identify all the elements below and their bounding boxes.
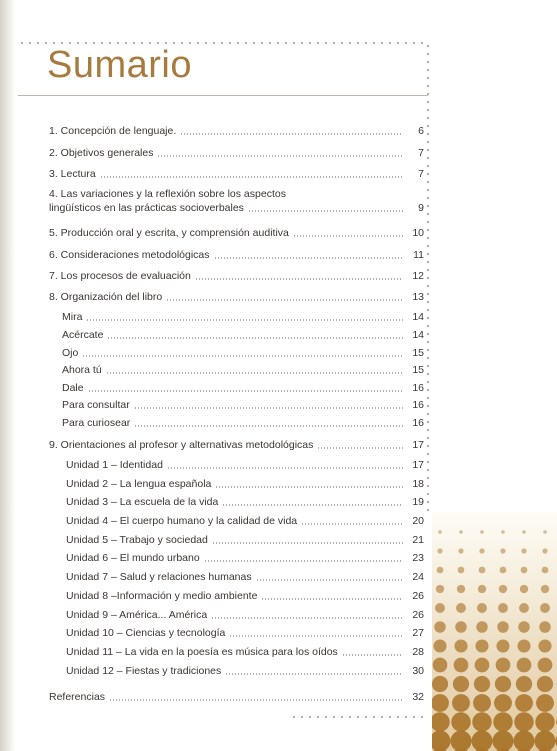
halftone-dot (433, 658, 448, 673)
halftone-dot (534, 730, 555, 751)
halftone-dot (472, 712, 491, 731)
toc-entry-6[interactable] (49, 244, 424, 262)
toc-entry-page: 13 (412, 291, 424, 303)
dot-leader (342, 654, 403, 656)
toc-unit-label: Unidad 4 – El cuerpo humano y la calidad de vida (66, 515, 298, 527)
dot-leader (317, 447, 403, 449)
dot-leader (222, 504, 403, 506)
halftone-dot (522, 530, 526, 534)
dot-leader (293, 235, 403, 237)
halftone-dot (432, 712, 450, 731)
title-rule (18, 95, 428, 96)
halftone-dot (513, 730, 534, 751)
toc-subentry[interactable] (62, 394, 424, 412)
halftone-dot (458, 548, 463, 553)
dot-leader (215, 486, 403, 488)
halftone-dot (500, 548, 505, 553)
toc-unit-page: 19 (412, 496, 424, 508)
halftone-dot (517, 639, 530, 652)
dot-leader (157, 155, 403, 157)
toc-entry-label: 3. Lectura (49, 168, 96, 180)
toc-unit-page: 20 (412, 515, 424, 527)
toc-unit-label: Unidad 12 – Fiestas y tradiciones (66, 665, 222, 677)
toc-unit-page: 27 (412, 627, 424, 639)
toc-subentry-page: 14 (412, 329, 424, 341)
halftone-dot (436, 585, 444, 593)
halftone-dot (496, 639, 509, 652)
toc-subentry[interactable] (62, 377, 424, 395)
toc-unit-label: Unidad 11 – La vida en la poesía es música para los oídos (66, 646, 338, 658)
toc-subentry-page: 16 (412, 417, 424, 429)
toc-entry-page: 12 (412, 270, 424, 282)
page-spine-shadow (0, 0, 14, 751)
toc-unit-label: Unidad 9 – América... América (66, 609, 208, 621)
toc-entry-8[interactable] (49, 286, 424, 304)
halftone-dot (479, 548, 484, 553)
dot-leader (212, 542, 403, 544)
dot-leader (229, 635, 403, 637)
dot-leader (167, 467, 403, 469)
halftone-dot (521, 548, 526, 553)
toc-entry-5[interactable] (49, 222, 424, 240)
halftone-dot (456, 603, 466, 613)
toc-unit-label: Unidad 6 – El mundo urbano (66, 552, 200, 564)
toc-subentry[interactable] (62, 359, 424, 377)
halftone-dot (475, 658, 490, 673)
halftone-dot (437, 548, 442, 553)
dot-leader (166, 299, 403, 301)
toc-subentry-page: 14 (412, 311, 424, 323)
dot-leader (88, 390, 403, 392)
halftone-dot (475, 639, 488, 652)
halftone-dot (432, 694, 449, 712)
halftone-dot (477, 603, 487, 613)
toc-entry-2[interactable] (49, 142, 424, 160)
halftone-dot (498, 603, 508, 613)
toc-entry-label: 1. Concepción de lenguaje. (49, 125, 177, 137)
toc-entry-label-line2: lingüísticos en las prácticas socioverbales (49, 202, 244, 214)
halftone-dot (479, 567, 486, 574)
dot-leader (211, 617, 403, 619)
toc-unit-label: Unidad 8 –Información y medio ambiente (66, 590, 258, 602)
toc-subentry[interactable] (62, 412, 424, 430)
toc-subentry-label: Ahora tú (62, 364, 102, 376)
dot-leader (225, 673, 403, 675)
toc-subentry-label: Dale (62, 382, 84, 394)
halftone-dot (476, 621, 488, 633)
halftone-dot (517, 658, 532, 673)
toc-unit-entry[interactable] (66, 529, 424, 547)
halftone-dot (542, 548, 547, 553)
toc-references-page: 32 (412, 691, 424, 703)
toc-unit-page: 17 (412, 459, 424, 471)
dot-leader (214, 257, 403, 259)
halftone-dot (454, 639, 467, 652)
halftone-dot (454, 658, 469, 673)
toc-subentry-page: 15 (412, 347, 424, 359)
halftone-dot (494, 694, 512, 712)
toc-subentry[interactable] (62, 324, 424, 342)
toc-subentry[interactable] (62, 342, 424, 360)
halftone-dot (457, 585, 465, 593)
halftone-dot (459, 530, 463, 534)
halftone-dot (473, 694, 491, 712)
toc-entry-page: 7 (418, 147, 424, 159)
toc-entry-label: 5. Producción oral y escrita, y comprensión auditiva (49, 227, 289, 239)
toc-entry-4[interactable] (49, 183, 424, 215)
halftone-dot (495, 676, 511, 692)
halftone-dot (453, 676, 469, 692)
halftone-dot (455, 621, 467, 633)
halftone-dot (497, 621, 509, 633)
toc-entry-label: 9. Orientaciones al profesor y alternativas metodológicas (49, 439, 314, 451)
toc-subentry-label: Para consultar (62, 399, 130, 411)
halftone-dot (450, 730, 471, 751)
toc-unit-entry[interactable] (66, 454, 424, 472)
halftone-dot (543, 530, 547, 534)
toc-subentry-page: 16 (412, 382, 424, 394)
halftone-dot (480, 530, 484, 534)
halftone-dot (492, 730, 513, 751)
halftone-dot (541, 585, 549, 593)
toc-unit-label: Unidad 1 – Identidad (66, 459, 163, 471)
halftone-dot (516, 676, 532, 692)
toc-entry-page: 9 (418, 202, 424, 214)
halftone-dot (458, 567, 465, 574)
halftone-dot (540, 603, 550, 613)
toc-subentry[interactable] (62, 306, 424, 324)
toc-subentry-label: Para curiosear (62, 417, 131, 429)
halftone-dot (496, 658, 511, 673)
toc-unit-label: Unidad 7 – Salud y relaciones humanas (66, 571, 252, 583)
toc-entry-page: 7 (418, 168, 424, 180)
toc-unit-entry[interactable] (66, 604, 424, 622)
toc-unit-label: Unidad 3 – La escuela de la vida (66, 496, 219, 508)
toc-entry-label: 6. Consideraciones metodológicas (49, 249, 210, 261)
halftone-dot (438, 530, 442, 534)
toc-unit-entry[interactable] (66, 622, 424, 640)
halftone-dot (519, 603, 529, 613)
dot-leader (261, 598, 403, 600)
toc-unit-label: Unidad 2 – La lengua española (66, 478, 212, 490)
halftone-dot (474, 676, 490, 692)
bottom-dotted-border (290, 716, 428, 718)
toc-entry-page: 11 (413, 249, 424, 261)
halftone-dot (493, 712, 512, 731)
toc-unit-entry[interactable] (66, 473, 424, 491)
toc-unit-entry[interactable] (66, 660, 424, 678)
halftone-dot (520, 585, 528, 593)
halftone-dot (515, 694, 533, 712)
toc-unit-page: 23 (412, 552, 424, 564)
right-dotted-border (427, 42, 429, 512)
toc-entry-page: 6 (418, 125, 424, 137)
toc-references[interactable] (49, 686, 424, 704)
toc-subentry-label: Acércate (62, 329, 104, 341)
dot-leader (301, 523, 403, 525)
toc-entry-label: 2. Objetivos generales (49, 147, 154, 159)
halftone-dot (471, 730, 492, 751)
toc-unit-page: 26 (412, 590, 424, 602)
halftone-dot (500, 567, 507, 574)
halftone-dot (538, 658, 553, 673)
toc-unit-entry[interactable] (66, 566, 424, 584)
halftone-dot (538, 639, 551, 652)
halftone-dot (434, 621, 446, 633)
dot-leader (100, 176, 403, 178)
toc-entry-page: 10 (412, 227, 424, 239)
halftone-dot (521, 567, 528, 574)
halftone-dot-decoration (432, 512, 557, 751)
dot-leader (204, 560, 403, 562)
toc-entry-label-line1: 4. Las variaciones y la reflexión sobre los aspectos (49, 188, 286, 200)
dot-leader (256, 579, 403, 581)
dot-leader (195, 278, 403, 280)
toc-references-label: Referencias (49, 691, 106, 703)
toc-unit-page: 28 (412, 646, 424, 658)
toc-entry-3[interactable] (49, 163, 424, 181)
halftone-dot (437, 567, 444, 574)
toc-unit-page: 30 (412, 665, 424, 677)
toc-unit-label: Unidad 10 – Ciencias y tecnología (66, 627, 226, 639)
halftone-dot (501, 530, 505, 534)
toc-subentry-page: 15 (412, 364, 424, 376)
halftone-dot (539, 621, 551, 633)
dot-leader (86, 319, 403, 321)
toc-entry-9[interactable] (49, 434, 424, 452)
toc-unit-entry[interactable] (66, 641, 424, 659)
halftone-dot (478, 585, 486, 593)
dot-leader (248, 210, 403, 212)
dot-leader (134, 425, 403, 427)
halftone-dot (433, 639, 446, 652)
toc-subentry-page: 16 (412, 399, 424, 411)
toc-unit-label: Unidad 5 – Trabajo y sociedad (66, 534, 208, 546)
toc-subentry-label: Ojo (62, 347, 79, 359)
halftone-dot (435, 603, 445, 613)
toc-unit-page: 18 (412, 478, 424, 490)
halftone-dot (518, 621, 530, 633)
halftone-dot (537, 676, 553, 692)
dot-leader (134, 407, 403, 409)
toc-unit-page: 21 (412, 534, 424, 546)
toc-entry-label: 7. Los procesos de evaluación (49, 270, 191, 282)
dot-leader (180, 133, 403, 135)
toc-entry-label: 8. Organización del libro (49, 291, 163, 303)
page-title: Sumario (47, 44, 192, 86)
halftone-dot (542, 567, 549, 574)
toc-unit-entry[interactable] (66, 547, 424, 565)
toc-unit-entry[interactable] (66, 510, 424, 528)
halftone-dot (514, 712, 533, 731)
dot-leader (106, 372, 403, 374)
toc-unit-entry[interactable] (66, 491, 424, 509)
dot-leader (109, 699, 403, 701)
halftone-dot (452, 694, 470, 712)
halftone-dot (432, 730, 451, 751)
toc-entry-page: 17 (412, 439, 424, 451)
halftone-dot (535, 712, 554, 731)
toc-unit-page: 24 (412, 571, 424, 583)
dot-leader (107, 337, 403, 339)
toc-entry-7[interactable] (49, 265, 424, 283)
toc-unit-page: 26 (412, 609, 424, 621)
dot-leader (82, 355, 403, 357)
halftone-dot (536, 694, 554, 712)
toc-unit-entry[interactable] (66, 585, 424, 603)
halftone-dot (499, 585, 507, 593)
halftone-dot (451, 712, 470, 731)
toc-entry-1[interactable] (49, 120, 424, 138)
halftone-dot (432, 676, 448, 692)
toc-subentry-label: Mira (62, 311, 83, 323)
